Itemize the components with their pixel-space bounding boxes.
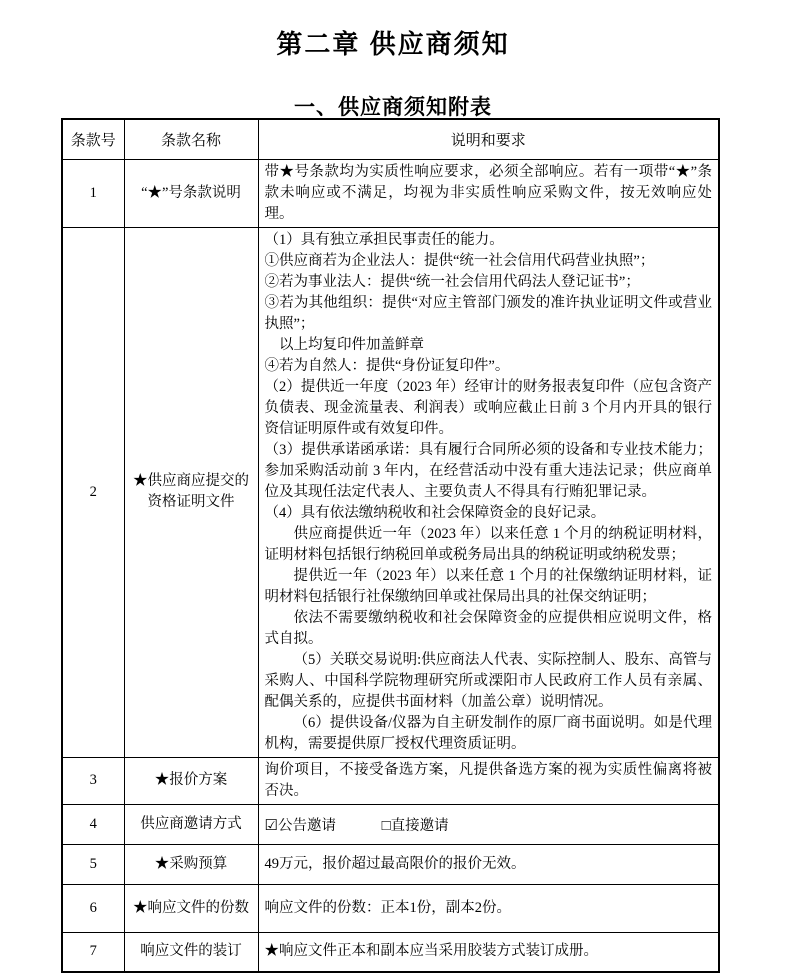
desc-paragraph: 带★号条款均为实质性响应要求，必须全部响应。若有一项带“★”条款未响应或不满足，均视为非实质性响应采购文件，按无效响应处理。 xyxy=(264,163,712,222)
desc-paragraph: （4）具有依法缴纳税收和社会保障资金的良好记录。 xyxy=(264,504,606,521)
supplier-notice-table xyxy=(61,118,720,973)
clause-no-cell: 3 xyxy=(62,757,124,804)
clause-no-cell: 5 xyxy=(62,844,124,884)
table-row xyxy=(62,884,719,932)
table-header-row xyxy=(62,119,719,159)
clause-no-cell: 7 xyxy=(62,932,124,972)
col-header-description: 说明和要求 xyxy=(258,119,719,159)
invite-option-label: 公告邀请 xyxy=(277,817,336,834)
table-row xyxy=(62,804,719,844)
clause-name-cell: “★”号条款说明 xyxy=(124,159,258,227)
clause-name-cell: ★采购预算 xyxy=(124,844,258,884)
desc-paragraph: 依法不需要缴纳税收和社会保障资金的应提供相应说明文件，格式自拟。 xyxy=(264,609,712,647)
clause-desc-cell xyxy=(258,884,719,932)
col-header-clause-name: 条款名称 xyxy=(124,119,258,159)
clause-name-cell: 供应商邀请方式 xyxy=(124,804,258,844)
desc-paragraph: 询价项目，不接受备选方案，凡提供备选方案的视为实质性偏离将被否决。 xyxy=(264,761,712,799)
clause-name-cell: ★报价方案 xyxy=(124,757,258,804)
clause-desc-cell xyxy=(258,159,719,227)
clause-name-cell: ★供应商应提交的资格证明文件 xyxy=(124,227,258,757)
desc-paragraph: （6）提供设备/仪器为自主研发制作的原厂商书面说明。如是代理机构，需要提供原厂授权代理资质证明。 xyxy=(264,714,712,752)
desc-paragraph: 以上均复印件加盖鲜章 xyxy=(279,336,424,353)
clause-no-cell: 6 xyxy=(62,884,124,932)
desc-paragraph: ★响应文件正本和副本应当采用胶装方式装订成册。 xyxy=(264,943,598,960)
clause-no-cell: 2 xyxy=(62,227,124,757)
desc-paragraph: 响应文件的份数：正本1份，副本2份。 xyxy=(264,899,511,916)
desc-paragraph: （1）具有独立承担民事责任的能力。 xyxy=(264,231,504,248)
clause-desc-cell xyxy=(258,757,719,804)
clause-desc-cell xyxy=(258,227,719,757)
clause-desc-cell xyxy=(258,804,719,844)
invite-option-label: 直接邀请 xyxy=(390,817,449,834)
checked-checkbox-icon: ☑ xyxy=(264,817,278,834)
table-row xyxy=(62,227,719,757)
desc-paragraph: 提供近一年（2023 年）以来任意 1 个月的社保缴纳证明材料，证明材料包括银行社保缴纳回单或社保局出具的社保交纳证明； xyxy=(264,567,712,605)
desc-paragraph: 49万元，报价超过最高限价的报价无效。 xyxy=(264,855,526,872)
desc-paragraph: ②若为事业法人：提供“统一社会信用代码法人登记证书”； xyxy=(264,273,640,290)
clause-no-cell: 4 xyxy=(62,804,124,844)
page-subtitle: 一、供应商须知附表 xyxy=(294,96,492,119)
invite-option-direct xyxy=(382,818,449,834)
unchecked-checkbox-icon: □ xyxy=(381,817,391,834)
col-header-clause-no: 条款号 xyxy=(62,119,124,159)
table-row xyxy=(62,757,719,804)
clause-name-cell: 响应文件的装订 xyxy=(124,932,258,972)
clause-name-cell: ★响应文件的份数 xyxy=(124,884,258,932)
desc-paragraph: （3）提供承诺函承诺：具有履行合同所必须的设备和专业技术能力；参加采购活动前 3 年内，在经营活动中没有重大违法记录；供应商单位及其现任法定代表人、主要负责人不得具有行贿犯罪记录。 xyxy=(264,441,712,500)
table-row xyxy=(62,932,719,972)
table-row xyxy=(62,844,719,884)
clause-desc-cell xyxy=(258,932,719,972)
desc-paragraph: ④若为自然人：提供“身份证复印件”。 xyxy=(264,357,510,374)
table-row xyxy=(62,159,719,227)
page-title: 第二章 供应商须知 xyxy=(276,29,510,59)
desc-paragraph: （5）关联交易说明:供应商法人代表、实际控制人、股东、高管与采购人、中国科学院物理研究所或溧阳市人民政府工作人员有亲属、配偶关系的，应提供书面材料（加盖公章）说明情况。 xyxy=(264,651,712,710)
desc-paragraph: 供应商提供近一年（2023 年）以来任意 1 个月的纳税证明材料，证明材料包括银行纳税回单或税务局出具的纳税证明或纳税发票； xyxy=(264,525,712,563)
desc-paragraph: （2）提供近一年度（2023 年）经审计的财务报表复印件（应包含资产负债表、现金流量表、利润表）或响应截止日前 3 个月内开具的银行资信证明原件或有效复印件。 xyxy=(264,378,712,437)
invite-option-public xyxy=(265,818,336,834)
desc-paragraph: ①供应商若为企业法人：提供“统一社会信用代码营业执照”； xyxy=(264,252,655,269)
clause-desc-cell xyxy=(258,844,719,884)
desc-paragraph: ③若为其他组织：提供“对应主管部门颁发的准许执业证明文件或营业执照”； xyxy=(264,294,712,332)
clause-no-cell: 1 xyxy=(62,159,124,227)
